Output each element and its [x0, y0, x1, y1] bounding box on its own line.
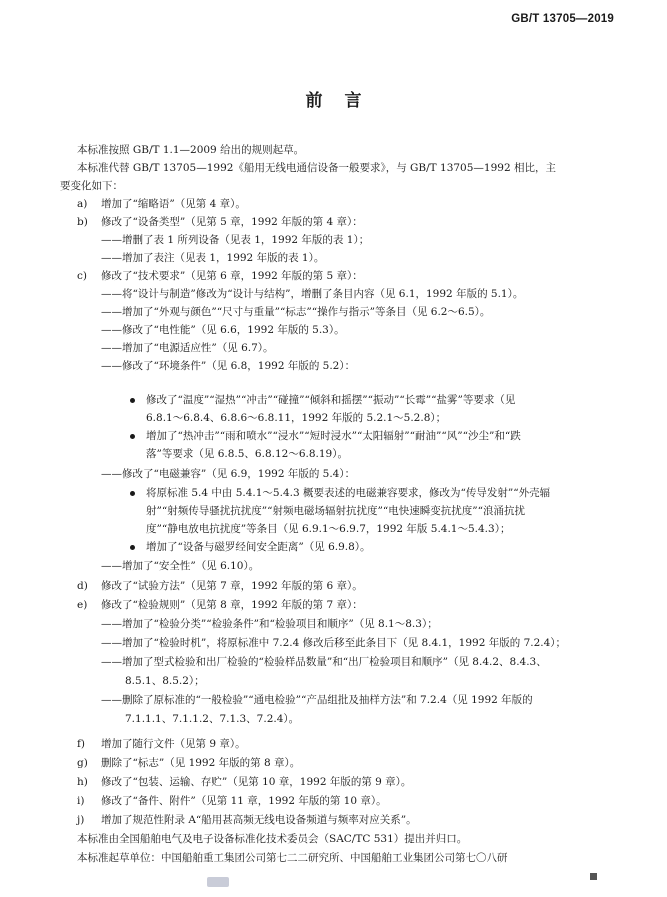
- page-title: 前言: [305, 91, 384, 111]
- sub-item-cont: 7.1.1.1、7.1.1.2、7.1.3、7.2.4）。: [125, 713, 300, 725]
- sub-item: ——修改了“电性能”（见 6.6，1992 年版的 5.3）。: [101, 324, 345, 336]
- list-item-text: 修改了“设备类型”（见第 5 章，1992 年版的第 4 章）：: [101, 216, 363, 228]
- list-label: g): [77, 757, 88, 769]
- paragraph-line: 本标准代替 GB/T 13705—1992《船用无线电通信设备一般要求》，与 GB/T 13705—1992 相比，主: [77, 162, 556, 174]
- sub-item: ——删除了原标准的“一般检验”“通电检验”“产品组批及抽样方法”和 7.2.4（见 1992 年版的: [101, 694, 533, 706]
- list-item: [77, 755, 300, 771]
- sub-item: ——增加了“检验分类”“检验条件”和“检验项目和顺序”（见 8.1～8.3）；: [101, 618, 438, 630]
- bullet-icon: [130, 434, 135, 439]
- list-label: i): [77, 795, 85, 807]
- list-label: e): [77, 599, 88, 611]
- list-label: b): [77, 216, 88, 228]
- bullet-icon: [130, 491, 135, 496]
- list-item-text: 修改了“试验方法”（见第 7 章，1992 年版的第 6 章）。: [101, 580, 363, 592]
- list-item-text: 增加了随行文件（见第 9 章）。: [101, 738, 246, 750]
- standard-number: GB/T 13705—2019: [511, 13, 614, 25]
- sub-item: ——增加了“安全性”（见 6.10）。: [101, 560, 260, 572]
- list-item: [77, 597, 363, 613]
- paragraph-line: 本标准按照 GB/T 1.1—2009 给出的规则起草。: [77, 144, 305, 156]
- sub-item: ——将“设计与制造”修改为“设计与结构”，增删了条目内容（见 6.1，1992 年版的 5.1）。: [101, 288, 524, 300]
- list-item-text: 删除了“标志”（见 1992 年版的第 8 章）。: [101, 757, 301, 769]
- list-label: j): [77, 814, 85, 826]
- list-item: [77, 736, 246, 752]
- sub-item: ——增加了“检验时机”，将原标准中 7.2.4 修改后移至此条目下（见 8.4.1，1992 年版的 7.2.4）；: [101, 637, 567, 649]
- list-item-text: 修改了“检验规则”（见第 8 章，1992 年版的第 7 章）：: [101, 599, 363, 611]
- list-item: [77, 268, 363, 284]
- paragraph-line: 本标准由全国船舶电气及电子设备标准化技术委员会（SAC/TC 531）提出并归口。: [77, 833, 468, 845]
- list-item-text: 增加了“缩略语”（见第 4 章）。: [101, 198, 246, 210]
- sub-item: ——增删了表 1 所列设备（见表 1，1992 年版的表 1）；: [101, 234, 370, 246]
- publisher-logo: [207, 877, 229, 887]
- sub-item: ——增加了“电源适应性”（见 6.7）。: [101, 342, 274, 354]
- list-item: [77, 214, 363, 230]
- bullet-icon: [130, 398, 135, 403]
- sub-item: ——增加了型式检验和出厂检验的“检验样品数量”和“出厂检验项目和顺序”（见 8.4.2、8.4.3、: [101, 656, 547, 668]
- list-label: a): [77, 198, 88, 210]
- list-item: [77, 196, 246, 212]
- list-item: [77, 774, 411, 790]
- list-item-text: 修改了“技术要求”（见第 6 章，1992 年版的第 5 章）：: [101, 270, 363, 282]
- page-corner-mark: [590, 873, 597, 880]
- sub-item: ——修改了“电磁兼容”（见 6.9，1992 年版的 5.4）：: [101, 468, 356, 480]
- list-label: d): [77, 580, 88, 592]
- sub-item-cont: 8.5.1、8.5.2）；: [125, 675, 205, 687]
- sub-item: ——修改了“环境条件”（见 6.8，1992 年版的 5.2）：: [101, 360, 356, 372]
- bullet-item-cont: 6.8.1～6.8.4、6.8.6～6.8.11，1992 年版的 5.2.1～5.2.8）；: [146, 412, 447, 424]
- list-item: [77, 812, 417, 828]
- bullet-item: 增加了“设备与磁罗经间安全距离”（见 6.9.8）。: [146, 541, 371, 553]
- sub-item: ——增加了“外观与颜色”“尺寸与重量”“标志”“操作与指示”等条目（见 6.2～6.5）。: [101, 306, 491, 318]
- list-item: [77, 578, 363, 594]
- bullet-icon: [130, 545, 135, 550]
- bullet-item-cont: 落”等要求（见 6.8.5、6.8.12～6.8.19）。: [146, 448, 348, 460]
- sub-item: ——增加了表注（见表 1，1992 年版的表 1）。: [101, 252, 325, 264]
- bullet-item-cont: 度”“静电放电抗扰度”等条目（见 6.9.1～6.9.7，1992 年版 5.4.1～5.4.3）；: [146, 523, 511, 535]
- list-label: c): [77, 270, 87, 282]
- list-item-text: 修改了“备件、附件”（见第 11 章，1992 年版的第 10 章）。: [101, 795, 387, 807]
- list-item-text: 增加了规范性附录 A“船用甚高频无线电设备频道与频率对应关系”。: [101, 814, 417, 826]
- list-label: f): [77, 738, 85, 750]
- list-item-text: 修改了“包装、运输、存贮”（见第 10 章，1992 年版的第 9 章）。: [101, 776, 412, 788]
- paragraph-line: 本标准起草单位：中国船舶重工集团公司第七二二研究所、中国船舶工业集团公司第七〇八研: [77, 852, 508, 864]
- list-item: [77, 793, 387, 809]
- paragraph-line: 要变化如下：: [60, 180, 123, 192]
- list-label: h): [77, 776, 88, 788]
- bullet-item: 将原标准 5.4 中由 5.4.1～5.4.3 概要表述的电磁兼容要求，修改为“传导发射”“外壳辐: [146, 487, 551, 499]
- bullet-item-cont: 射”“射频传导骚扰抗扰度”“射频电磁场辐射抗扰度”“电快速瞬变抗扰度”“浪涌抗扰: [146, 505, 525, 517]
- bullet-item: 修改了“温度”“湿热”“冲击”“碰撞”“倾斜和摇摆”“振动”“长霉”“盐雾”等要求（见: [146, 394, 516, 406]
- bullet-item: 增加了“热冲击”“雨和喷水”“浸水”“短时浸水”“太阳辐射”“耐油”“风”“沙尘”和“跌: [146, 430, 521, 442]
